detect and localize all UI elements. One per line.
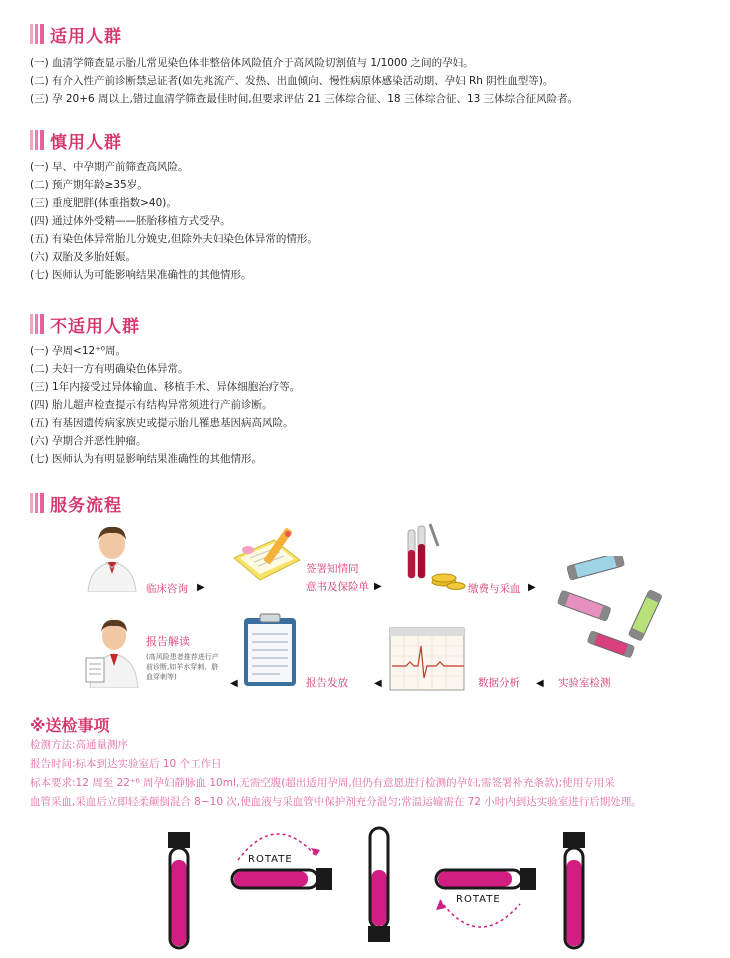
- list-item: (七) 医师认为可能影响结果准确性的其他情形。: [30, 269, 252, 281]
- section-service-flow: [30, 491, 720, 515]
- notes-title: ※送检事项: [30, 716, 110, 735]
- list-item: (五) 有基因遗传病家族史或提示胎儿罹患基因病高风险。: [30, 417, 294, 429]
- section-applicable: [30, 22, 720, 108]
- list-item: (四) 通过体外受精——胚胎移植方式受孕。: [30, 215, 231, 227]
- step-clinic-consult: 临床咨询: [146, 583, 188, 595]
- list-item: (一) 早、中孕期产前筛查高风险。: [30, 161, 189, 173]
- item-list: [30, 342, 720, 468]
- list-item: (三) 重度肥胖(体重指数>40)。: [30, 197, 177, 209]
- submission-notes: [30, 713, 720, 812]
- doctor-report-icon: [84, 616, 140, 688]
- list-item: (六) 孕期合并恶性肿瘤。: [30, 435, 147, 447]
- lab-tubes-icon: [552, 556, 662, 666]
- step-report-interpret: 报告解读: [146, 635, 190, 648]
- note-line: 报告时间:标本到达实验室后 10 个工作日: [30, 758, 222, 770]
- rotate-label: ROTATE: [456, 894, 501, 905]
- step-consent-line2: 意书及保险单: [306, 581, 369, 593]
- step-payment-blood: 缴费与采血: [468, 583, 521, 595]
- list-item: (七) 医师认为有明显影响结果准确性的其他情形。: [30, 453, 263, 465]
- list-item: (一) 孕周<12⁺⁰周。: [30, 345, 126, 357]
- step-report-issue: 报告发放: [306, 677, 348, 689]
- section-title: 适用人群: [50, 26, 122, 47]
- section-title: 不适用人群: [50, 316, 140, 337]
- arrow-right-icon: ▶: [374, 581, 382, 592]
- list-item: (二) 夫妇一方有明确染色体异常。: [30, 363, 189, 375]
- arrow-left-icon: ◀: [230, 678, 238, 689]
- report-note: (高风险患者推荐进行产前诊断,如羊水穿刺、脐血穿刺等): [146, 653, 219, 681]
- note-line: 血管采血,采血后立即轻柔颠倒混合 8−10 次,使血液与采血管中保护剂充分混匀;常温运输需在 72 小时内到达实验室进行后期处理。: [30, 796, 642, 808]
- rotate-label: ROTATE: [248, 854, 293, 865]
- list-item: (五) 有染色体异常胎儿分娩史,但除外夫妇染色体异常的情形。: [30, 233, 318, 245]
- clipboard-pen-icon: [228, 520, 306, 584]
- item-list: [30, 54, 720, 108]
- doctor-icon: [84, 522, 140, 592]
- tube-rotation-diagram: [0, 820, 730, 958]
- section-title: 服务流程: [50, 495, 122, 516]
- section-marker-icon: [30, 493, 44, 513]
- test-tubes-coins-icon: [404, 520, 466, 598]
- step-consent-line1: 签署知情同: [306, 563, 359, 575]
- section-header: [30, 128, 720, 152]
- list-item: (二) 预产期年龄≥35岁。: [30, 179, 148, 191]
- note-line: 标本要求:12 周至 22⁺⁶ 周孕妇静脉血 10ml,无需空腹(超出适用孕周,但仍有意愿进行检测的孕妇,需签署补充条款);使用专用采: [30, 777, 615, 789]
- section-not-applicable: [30, 312, 720, 468]
- item-list: [30, 158, 720, 284]
- rotation-steps-icon: [0, 820, 730, 958]
- arrow-right-icon: ▶: [528, 582, 536, 593]
- section-header: [30, 22, 720, 46]
- section-title: 慎用人群: [50, 132, 122, 153]
- step-lab-test: 实验室检测: [558, 677, 611, 689]
- list-item: (三) 孕 20+6 周以上,错过血清学筛查最佳时间,但要求评估 21 三体综合征、18 三体综合征、13 三体综合征风险者。: [30, 93, 579, 105]
- section-header: [30, 312, 720, 336]
- arrow-left-icon: ◀: [374, 678, 382, 689]
- section-marker-icon: [30, 24, 44, 44]
- ecg-chart-icon: [388, 626, 466, 692]
- arrow-right-icon: ▶: [197, 582, 205, 593]
- section-caution: [30, 128, 720, 284]
- section-marker-icon: [30, 130, 44, 150]
- service-flow-diagram: [70, 520, 730, 710]
- list-item: (一) 血清学筛查显示胎儿常见染色体非整倍体风险值介于高风险切割值与 1/1000 之间的孕妇。: [30, 57, 474, 69]
- note-line: 检测方法:高通量测序: [30, 739, 129, 751]
- arrow-left-icon: ◀: [536, 678, 544, 689]
- clipboard-report-icon: [242, 612, 300, 688]
- list-item: (三) 1年内接受过异体输血、移植手术、异体细胞治疗等。: [30, 381, 301, 393]
- list-item: (二) 有介入性产前诊断禁忌证者(如先兆流产、发热、出血倾向、慢性病原体感染活动期、孕妇 Rh 阴性血型等)。: [30, 75, 554, 87]
- section-header: [30, 491, 720, 515]
- step-data-analysis: 数据分析: [478, 677, 520, 689]
- section-marker-icon: [30, 314, 44, 334]
- list-item: (六) 双胎及多胎妊娠。: [30, 251, 137, 263]
- list-item: (四) 胎儿超声检查提示有结构异常须进行产前诊断。: [30, 399, 273, 411]
